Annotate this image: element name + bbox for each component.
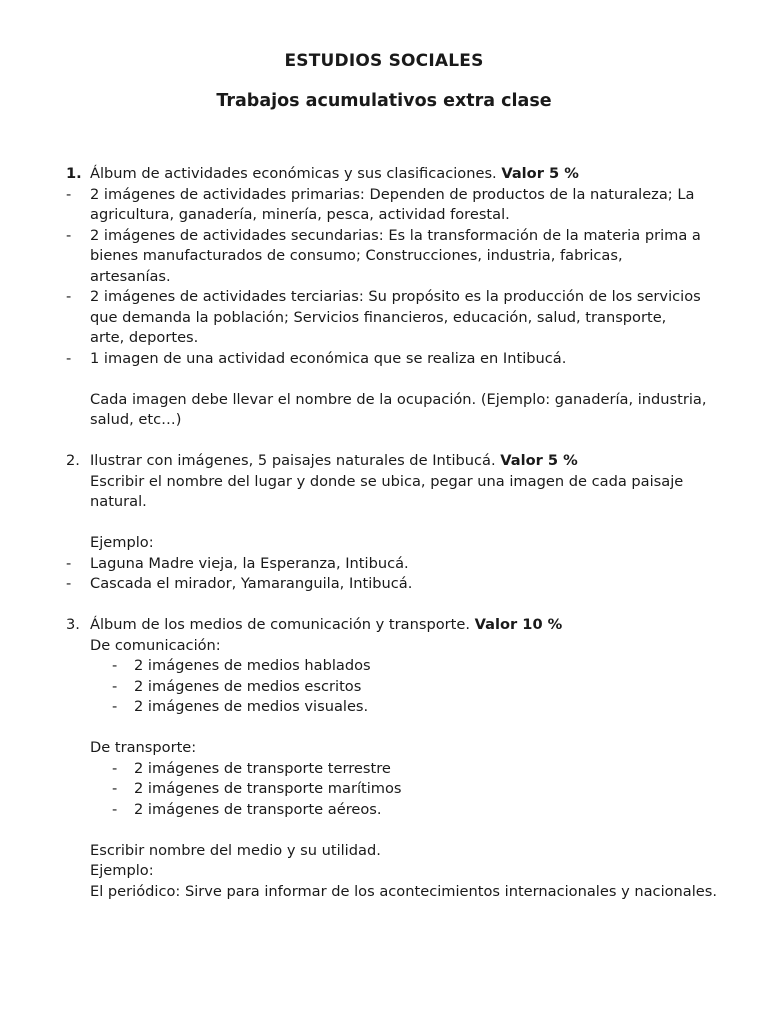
list-item: - 2 imágenes de medios visuales. xyxy=(90,697,736,718)
assignment-list xyxy=(66,164,736,902)
dash-mark: - xyxy=(66,288,72,305)
item-number: 2. xyxy=(66,452,80,469)
item-note: Cada imagen debe llevar el nombre de la ocupación. (Ejemplo: ganadería, industria, xyxy=(90,390,707,408)
list-item: - Cascada el mirador, Yamaranguila, Intibucá. xyxy=(66,574,736,595)
list-item: - 2 imágenes de medios escritos xyxy=(90,677,736,698)
example-label: Ejemplo: xyxy=(90,534,154,551)
item-number: 3. xyxy=(66,616,80,633)
list-item-continuation: que demanda la población; Servicios financieros, educación, salud, transporte, xyxy=(90,308,667,326)
item-number: 1. xyxy=(66,165,82,182)
assignment-item-1 xyxy=(66,164,736,431)
list-item-continuation: arte, deportes. xyxy=(90,329,199,346)
section-label: De comunicación: xyxy=(90,636,221,654)
list-item: - 2 imágenes de transporte marítimos xyxy=(90,779,736,800)
dash-mark: - xyxy=(112,657,118,674)
list-item-continuation: agricultura, ganadería, minería, pesca, actividad forestal. xyxy=(90,206,510,223)
item-value: Valor 10 % xyxy=(474,616,563,633)
dash-mark: - xyxy=(112,698,118,715)
dash-mark: - xyxy=(112,677,118,695)
item-value: Valor 5 % xyxy=(500,452,578,469)
item-text: Ilustrar con imágenes, 5 paisajes naturales de Intibucá. xyxy=(90,452,496,469)
assignment-item-2 xyxy=(66,451,736,595)
list-item: - 1 imagen de una actividad económica que se realiza en Intibucá. xyxy=(66,349,736,370)
dash-mark: - xyxy=(112,759,118,777)
list-item: - 2 imágenes de actividades secundarias: Es la transformación de la materia prima a xyxy=(66,226,736,247)
list-item-continuation: artesanías. xyxy=(90,267,171,285)
item-text: Álbum de los medios de comunicación y transporte. xyxy=(90,616,470,633)
item-value: Valor 5 % xyxy=(501,165,579,182)
list-item-continuation: bienes manufacturados de consumo; Construcciones, industria, fabricas, xyxy=(90,247,623,264)
dash-mark: - xyxy=(112,780,118,797)
list-item: - 2 imágenes de actividades terciarias: Su propósito es la producción de los servicios xyxy=(66,287,736,308)
item-text: Álbum de actividades económicas y sus clasificaciones. xyxy=(90,165,497,182)
list-item: - 2 imágenes de actividades primarias: Dependen de productos de la naturaleza; La xyxy=(66,185,736,206)
page-title: ESTUDIOS SOCIALES xyxy=(284,51,484,71)
closing-text: El periódico: Sirve para informar de los acontecimientos internacionales y nacionales. xyxy=(90,882,718,900)
dash-mark: - xyxy=(66,554,72,572)
page-subtitle: Trabajos acumulativos extra clase xyxy=(216,91,552,111)
closing-text: Ejemplo: xyxy=(90,862,154,879)
dash-mark: - xyxy=(66,349,72,367)
list-item: - 2 imágenes de transporte aéreos. xyxy=(90,800,736,821)
assignment-item-3 xyxy=(66,615,736,902)
list-item: - Laguna Madre vieja, la Esperanza, Intibucá. xyxy=(66,554,736,575)
item-note: salud, etc…) xyxy=(90,411,182,428)
section-label: De transporte: xyxy=(90,739,197,756)
closing-text: Escribir nombre del medio y su utilidad. xyxy=(90,841,381,859)
item-description: natural. xyxy=(90,493,147,510)
dash-mark: - xyxy=(66,226,72,244)
list-item: - 2 imágenes de transporte terrestre xyxy=(90,759,736,780)
dash-mark: - xyxy=(66,575,72,592)
list-item: - 2 imágenes de medios hablados xyxy=(90,656,736,677)
item-description: Escribir el nombre del lugar y donde se ubica, pegar una imagen de cada paisaje xyxy=(90,472,684,490)
dash-mark: - xyxy=(66,185,72,203)
dash-mark: - xyxy=(112,800,118,818)
